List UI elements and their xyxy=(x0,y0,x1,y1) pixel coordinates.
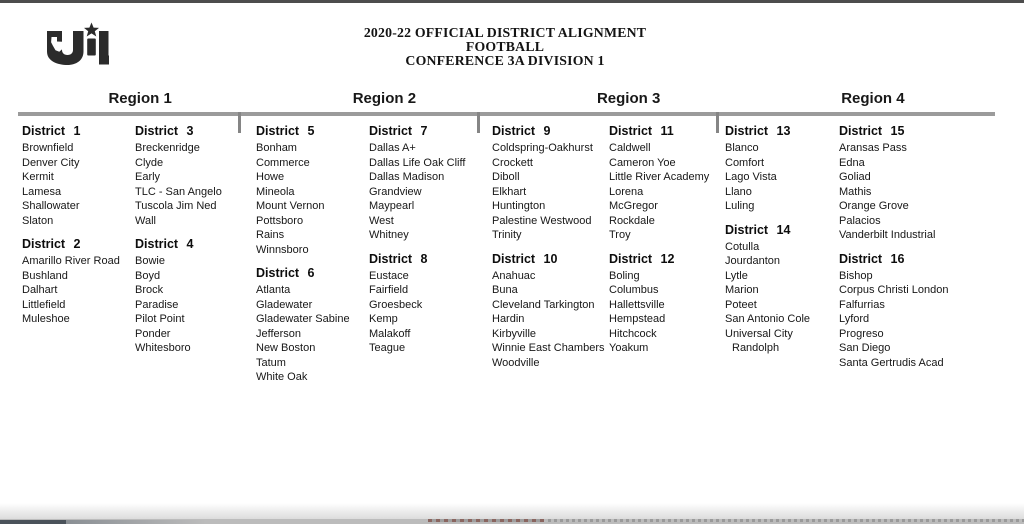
team-item: Whitesboro xyxy=(135,342,191,354)
team-list xyxy=(256,283,369,385)
team-item: Kemp xyxy=(369,313,398,325)
team-item: Bushland xyxy=(22,269,68,282)
title-line-2: FOOTBALL xyxy=(465,38,545,54)
district-heading: District 2 xyxy=(22,237,81,251)
region-4-column-1 xyxy=(725,118,839,385)
team-item: Kirbyville xyxy=(492,327,537,340)
region-2-column-1 xyxy=(256,118,369,385)
region-header-3: Region 3 xyxy=(596,90,661,107)
district-heading: District 14 xyxy=(725,222,791,237)
district-heading: District 7 xyxy=(369,124,428,138)
team-item: Pilot Point xyxy=(135,313,185,325)
team-item: Troy xyxy=(609,229,631,241)
district-8 xyxy=(369,252,478,356)
team-item: Brock xyxy=(135,284,164,296)
page-bottom-shadow xyxy=(0,503,1024,519)
region-2 xyxy=(240,118,478,385)
team-list xyxy=(22,141,135,228)
page-top-border xyxy=(0,0,1024,3)
district-heading: District 10 xyxy=(492,251,558,266)
region-1-column-1 xyxy=(22,118,135,385)
district-heading: District 5 xyxy=(256,124,315,138)
team-item: Trinity xyxy=(492,229,522,241)
team-item: Fairfield xyxy=(369,284,409,296)
team-item: Hempstead xyxy=(609,313,666,325)
team-item: Mount Vernon xyxy=(256,200,325,212)
team-item: Wall xyxy=(135,214,156,227)
team-item: Cotulla xyxy=(725,240,760,253)
team-item: Aransas Pass xyxy=(839,142,907,154)
team-item: Edna xyxy=(839,156,865,169)
region-3-column-1 xyxy=(492,118,609,385)
team-item: Paradise xyxy=(135,298,179,311)
team-item: Commerce xyxy=(256,156,310,169)
team-item: Llano xyxy=(725,185,752,198)
team-item: Bishop xyxy=(839,269,873,282)
document-title xyxy=(0,26,1010,67)
region-header-4: Region 4 xyxy=(841,90,905,107)
team-list xyxy=(725,141,839,214)
district-heading: District 11 xyxy=(609,124,674,138)
team-item: Little River Academy xyxy=(609,171,710,183)
next-page-edge-dark-segment xyxy=(0,520,66,524)
team-item: Buna xyxy=(492,284,518,296)
team-item: Yoakum xyxy=(609,342,649,354)
team-item: Dallas Madison xyxy=(369,171,445,183)
team-item: Universal City Randolph xyxy=(725,327,793,354)
next-page-edge xyxy=(0,519,1024,524)
team-item: San Diego xyxy=(839,342,891,354)
team-item: Boling xyxy=(609,269,640,282)
team-item: Elkhart xyxy=(492,185,527,198)
region-header-2: Region 2 xyxy=(352,90,417,107)
team-list xyxy=(839,269,995,371)
next-page-edge-fade xyxy=(66,520,206,524)
team-item: West xyxy=(369,214,394,227)
district-heading: District 15 xyxy=(839,124,905,138)
team-item: McGregor xyxy=(609,200,658,212)
region-1 xyxy=(18,118,240,385)
district-9 xyxy=(492,124,609,243)
team-list xyxy=(369,269,478,356)
team-item: Whitney xyxy=(369,229,409,241)
team-list xyxy=(609,269,718,356)
team-item: Dallas Life Oak Cliff xyxy=(369,156,466,169)
team-item: Gladewater Sabine xyxy=(256,313,350,325)
team-item: TLC - San Angelo xyxy=(135,185,222,198)
district-heading: District 12 xyxy=(609,251,675,266)
district-7 xyxy=(369,124,478,243)
district-5 xyxy=(256,124,369,257)
district-2 xyxy=(22,237,135,327)
team-item: Palacios xyxy=(839,214,881,227)
team-item: Grandview xyxy=(369,185,422,198)
team-item: Shallowater xyxy=(22,200,80,212)
district-heading: District 3 xyxy=(135,124,194,138)
team-item: Hardin xyxy=(492,313,525,325)
team-list xyxy=(492,141,609,243)
region-3 xyxy=(478,118,718,385)
district-4 xyxy=(135,237,240,356)
team-list xyxy=(492,269,609,371)
team-item: Eustace xyxy=(369,269,409,282)
district-heading: District 1 xyxy=(22,124,81,138)
district-15 xyxy=(839,124,995,243)
team-item: Boyd xyxy=(135,269,161,282)
team-item: Clyde xyxy=(135,156,164,169)
team-item: Caldwell xyxy=(609,142,651,154)
team-list xyxy=(725,240,839,356)
team-item: Denver City xyxy=(22,156,80,169)
team-list xyxy=(22,254,135,327)
next-page-edge-text-marks xyxy=(548,519,1024,522)
team-item: Cleveland Tarkington xyxy=(492,298,595,311)
title-line-3: CONFERENCE 3A DIVISION 1 xyxy=(405,52,605,68)
district-6 xyxy=(256,266,369,385)
team-item: Bonham xyxy=(256,142,297,154)
team-item: Tuscola Jim Ned xyxy=(135,200,217,212)
team-item: Vanderbilt Industrial xyxy=(839,229,936,241)
team-item: Huntington xyxy=(492,200,546,212)
team-list xyxy=(609,141,718,243)
team-item: Rockdale xyxy=(609,214,655,227)
team-item: Atlanta xyxy=(256,284,291,296)
team-item: Tatum xyxy=(256,356,286,369)
district-13 xyxy=(725,124,839,214)
team-item: Comfort xyxy=(725,156,765,169)
team-item: Woodville xyxy=(492,356,540,369)
district-16 xyxy=(839,252,995,371)
district-heading: District 13 xyxy=(725,124,791,138)
team-list xyxy=(839,141,995,243)
team-item: Diboll xyxy=(492,171,520,183)
region-4 xyxy=(718,118,995,385)
team-item: Brownfield xyxy=(22,142,74,154)
district-12 xyxy=(609,252,718,356)
region-header-row xyxy=(18,90,995,107)
team-item: Teague xyxy=(369,342,406,354)
team-item: Jefferson xyxy=(256,327,302,340)
team-item: Slaton xyxy=(22,214,54,227)
team-item: Early xyxy=(135,171,161,183)
team-item: Dalhart xyxy=(22,284,58,296)
team-item: Cameron Yoe xyxy=(609,156,676,169)
district-10 xyxy=(492,252,609,371)
team-item: Blanco xyxy=(725,142,759,154)
team-item: Kermit xyxy=(22,171,54,183)
team-item: New Boston xyxy=(256,342,316,354)
region-3-column-2 xyxy=(609,118,718,385)
region-2-column-2 xyxy=(369,118,478,385)
team-item: Lytle xyxy=(725,269,748,282)
team-item: Crockett xyxy=(492,156,533,169)
team-item: Dallas A+ xyxy=(369,142,416,154)
team-item: Luling xyxy=(725,200,755,212)
district-heading: District 6 xyxy=(256,266,315,280)
region-1-column-2 xyxy=(135,118,240,385)
team-list xyxy=(256,141,369,257)
title-line-1: 2020-22 OFFICIAL DISTRICT ALIGNMENT xyxy=(363,25,647,40)
team-item: San Antonio Cole xyxy=(725,313,811,325)
district-3 xyxy=(135,124,240,228)
team-item: Poteet xyxy=(725,298,757,311)
team-item: Bowie xyxy=(135,255,165,267)
team-item: Palestine Westwood xyxy=(492,214,592,227)
team-list xyxy=(135,141,240,228)
next-page-edge-marks-colored xyxy=(428,519,544,522)
team-item: Lago Vista xyxy=(725,171,777,183)
team-item: Goliad xyxy=(839,171,871,183)
district-11 xyxy=(609,124,718,243)
team-item: Mathis xyxy=(839,185,872,198)
district-heading: District 9 xyxy=(492,124,551,138)
team-item: Winnsboro xyxy=(256,243,309,256)
team-item: Mineola xyxy=(256,185,295,198)
team-item: Rains xyxy=(256,229,285,241)
team-item: Santa Gertrudis Acad xyxy=(839,356,944,369)
team-item: Maypearl xyxy=(369,200,415,212)
team-item: Jourdanton xyxy=(725,255,781,267)
team-item: Malakoff xyxy=(369,327,411,340)
team-item: Hitchcock xyxy=(609,327,657,340)
team-item: Progreso xyxy=(839,327,884,340)
team-item: Corpus Christi London xyxy=(839,284,949,296)
team-item: Anahuac xyxy=(492,269,536,282)
district-1 xyxy=(22,124,135,228)
team-item: White Oak xyxy=(256,371,308,383)
team-item: Ponder xyxy=(135,327,171,340)
team-item: Muleshoe xyxy=(22,313,70,325)
team-item: Breckenridge xyxy=(135,142,200,154)
team-item: Columbus xyxy=(609,284,659,296)
team-item: Winnie East Chambers xyxy=(492,342,605,354)
district-heading: District 4 xyxy=(135,237,194,251)
team-item: Lamesa xyxy=(22,185,62,198)
district-14 xyxy=(725,223,839,356)
team-item: Amarillo River Road xyxy=(22,255,120,267)
region-4-column-2 xyxy=(839,118,995,385)
team-item: Howe xyxy=(256,171,285,183)
team-item: Coldspring-Oakhurst xyxy=(492,142,593,154)
team-item: Hallettsville xyxy=(609,298,665,311)
team-item: Orange Grove xyxy=(839,200,909,212)
team-item: Marion xyxy=(725,284,759,296)
district-heading: District 8 xyxy=(369,251,428,266)
district-heading: District 16 xyxy=(839,251,905,266)
team-item: Lyford xyxy=(839,313,870,325)
team-item: Gladewater xyxy=(256,298,313,311)
region-header-1: Region 1 xyxy=(108,90,172,107)
header-rule xyxy=(18,112,995,116)
team-item: Lorena xyxy=(609,185,644,198)
team-item: Littlefield xyxy=(22,298,66,311)
alignment-table xyxy=(18,118,995,385)
team-item: Groesbeck xyxy=(369,298,423,311)
team-list xyxy=(135,254,240,356)
team-item: Pottsboro xyxy=(256,214,304,227)
team-list xyxy=(369,141,478,243)
team-item: Falfurrias xyxy=(839,298,885,311)
